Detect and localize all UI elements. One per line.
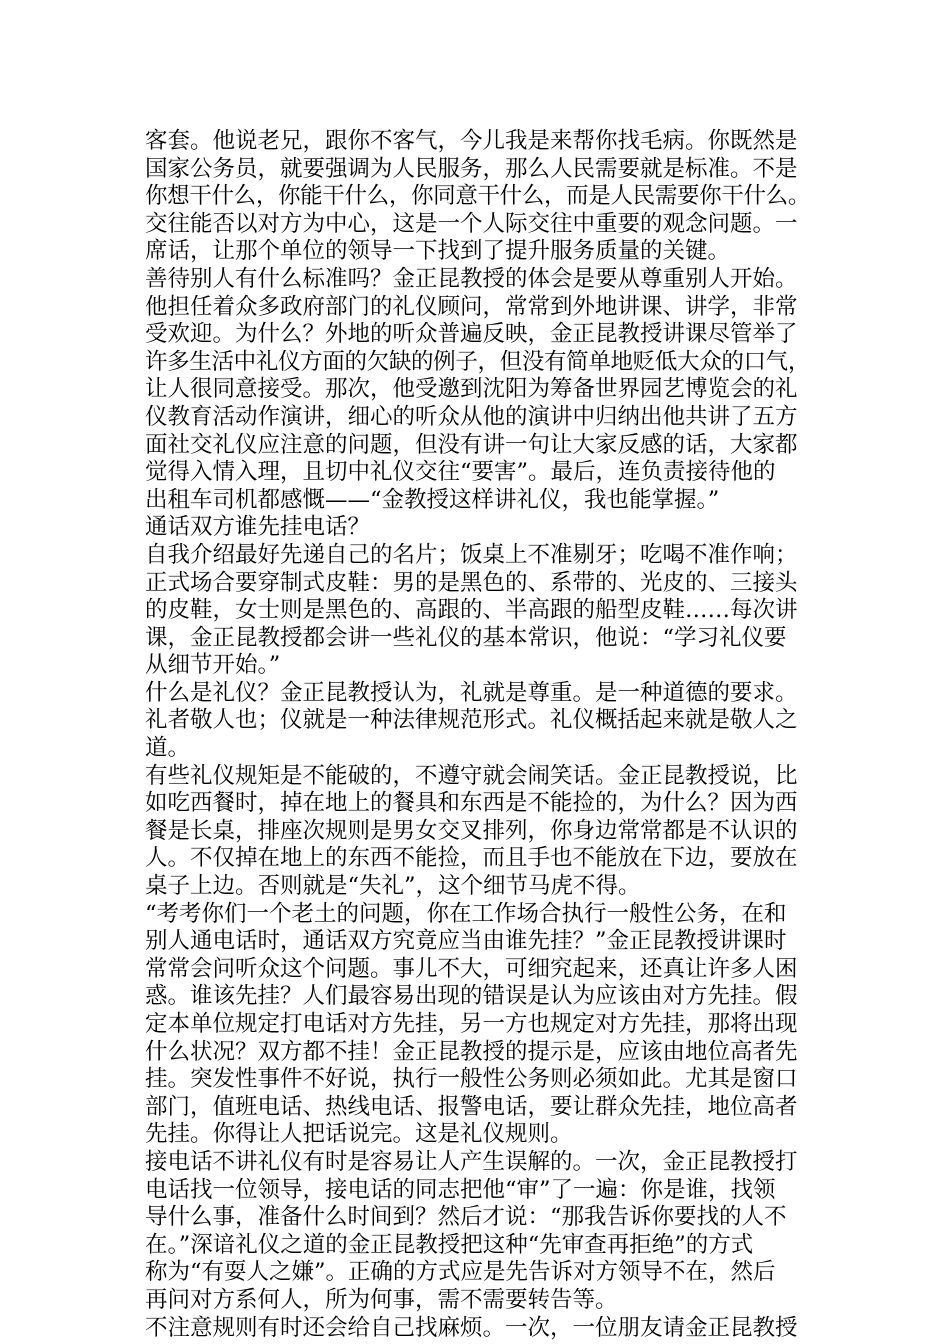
text-line: 电话找一位领导，接电话的同志把他“审”了一遍：你是谁，找领 xyxy=(145,1176,776,1203)
text-line: 席话，让那个单位的领导一下找到了提升服务质量的关键。 xyxy=(145,238,731,265)
text-line: 餐是长桌，排座次规则是男女交叉排列，你身边常常都是不认识的 xyxy=(145,817,798,844)
text-line: 许多生活中礼仪方面的欠缺的例子，但没有简单地贬低大众的口气， xyxy=(145,348,811,375)
text-line: 从细节开始。” xyxy=(145,652,281,679)
text-line: “考考你们一个老土的问题，你在工作场合执行一般性公务，在和 xyxy=(145,900,787,927)
text-line: 他担任着众多政府部门的礼仪顾问，常常到外地讲课、讲学，非常 xyxy=(145,293,798,320)
text-line: 客套。他说老兄，跟你不客气，今儿我是来帮你找毛病。你既然是 xyxy=(145,128,798,154)
text-line: 导什么事，准备什么时间到？然后才说：“那我告诉你要找的人不 xyxy=(145,1204,787,1231)
text-line: 如吃西餐时，掉在地上的餐具和东西是不能捡的，为什么？因为西 xyxy=(145,790,798,817)
text-line: 挂。突发性事件不好说，执行一般性公务则必须如此。尤其是窗口 xyxy=(145,1066,798,1093)
text-line: 出租车司机都感慨——“金教授这样讲礼仪，我也能掌握。” xyxy=(145,486,720,513)
text-line: 善待别人有什么标准吗？金正昆教授的体会是要从尊重别人开始。 xyxy=(145,265,798,292)
text-line: 桌子上边。否则就是“失礼”，这个细节马虎不得。 xyxy=(145,873,641,900)
text-line: 什么是礼仪？金正昆教授认为，礼就是尊重。是一种道德的要求。 xyxy=(145,679,798,706)
text-line: 国家公务员，就要强调为人民服务，那么人民需要就是标准。不是 xyxy=(145,155,798,182)
text-line: 礼者敬人也；仪就是一种法律规范形式。礼仪概括起来就是敬人之 xyxy=(145,707,798,734)
text-line: 正式场合要穿制式皮鞋：男的是黑色的、系带的、光皮的、三接头 xyxy=(145,569,798,596)
text-line: 在。”深谙礼仪之道的金正昆教授把这种“先审查再拒绝”的方式 xyxy=(145,1231,754,1258)
text-line: 课，金正昆教授都会讲一些礼仪的基本常识，他说：“学习礼仪要 xyxy=(145,624,787,651)
text-line: 称为“有耍人之嫌”。正确的方式应是先告诉对方领导不在，然后 xyxy=(145,1259,776,1286)
text-line: 仪教育活动作演讲，细心的听众从他的演讲中归纳出他共讲了五方 xyxy=(145,403,798,430)
text-line: 让人很同意接受。那次，他受邀到沈阳为筹备世界园艺博览会的礼 xyxy=(145,376,798,403)
text-line: 有些礼仪规矩是不能破的，不遵守就会闹笑话。金正昆教授说，比 xyxy=(145,762,798,789)
text-line: 的皮鞋，女士则是黑色的、高跟的、半高跟的船型皮鞋……每次讲 xyxy=(145,597,798,624)
text-line: 觉得入情入理，且切中礼仪交往“要害”。最后，连负责接待他的 xyxy=(145,459,776,486)
text-line: 惑。谁该先挂？人们最容易出现的错误是认为应该由对方先挂。假 xyxy=(145,983,798,1010)
text-line: 自我介绍最好先递自己的名片；饭桌上不准剔牙；吃喝不准作响； xyxy=(145,541,798,568)
text-line: 不注意规则有时还会给自己找麻烦。一次，一位朋友请金正昆教授 xyxy=(145,1314,798,1341)
text-line: 先挂。你得让人把话说完。这是礼仪规则。 xyxy=(145,1121,573,1148)
text-line: 道。 xyxy=(145,735,191,762)
text-line: 面社交礼仪应注意的问题，但没有讲一句让大家反感的话，大家都 xyxy=(145,431,798,458)
text-line: 通话双方谁先挂电话？ xyxy=(145,514,371,541)
text-line: 再问对方系何人，所为何事，需不需要转告等。 xyxy=(145,1286,618,1313)
text-line: 什么状况？双方都不挂！金正昆教授的提示是，应该由地位高者先 xyxy=(145,1038,798,1065)
article-body xyxy=(145,128,810,1342)
text-line: 部门，值班电话、热线电话、报警电话，要让群众先挂，地位高者 xyxy=(145,1093,798,1120)
text-line: 常常会问听众这个问题。事儿不大，可细究起来，还真让许多人困 xyxy=(145,955,798,982)
text-line: 接电话不讲礼仪有时是容易让人产生误解的。一次，金正昆教授打 xyxy=(145,1148,798,1175)
text-line: 人。不仅掉在地上的东西不能捡，而且手也不能放在下边，要放在 xyxy=(145,845,798,872)
text-line: 交往能否以对方为中心，这是一个人际交往中重要的观念问题。一 xyxy=(145,210,798,237)
text-line: 受欢迎。为什么？外地的听众普遍反映，金正昆教授讲课尽管举了 xyxy=(145,321,798,348)
text-line: 你想干什么，你能干什么，你同意干什么，而是人民需要你干什么。 xyxy=(145,183,811,210)
text-line: 定本单位规定打电话对方先挂，另一方也规定对方先挂，那将出现 xyxy=(145,1011,798,1037)
text-line: 别人通电话时，通话双方究竟应当由谁先挂？”金正昆教授讲课时 xyxy=(145,928,787,955)
